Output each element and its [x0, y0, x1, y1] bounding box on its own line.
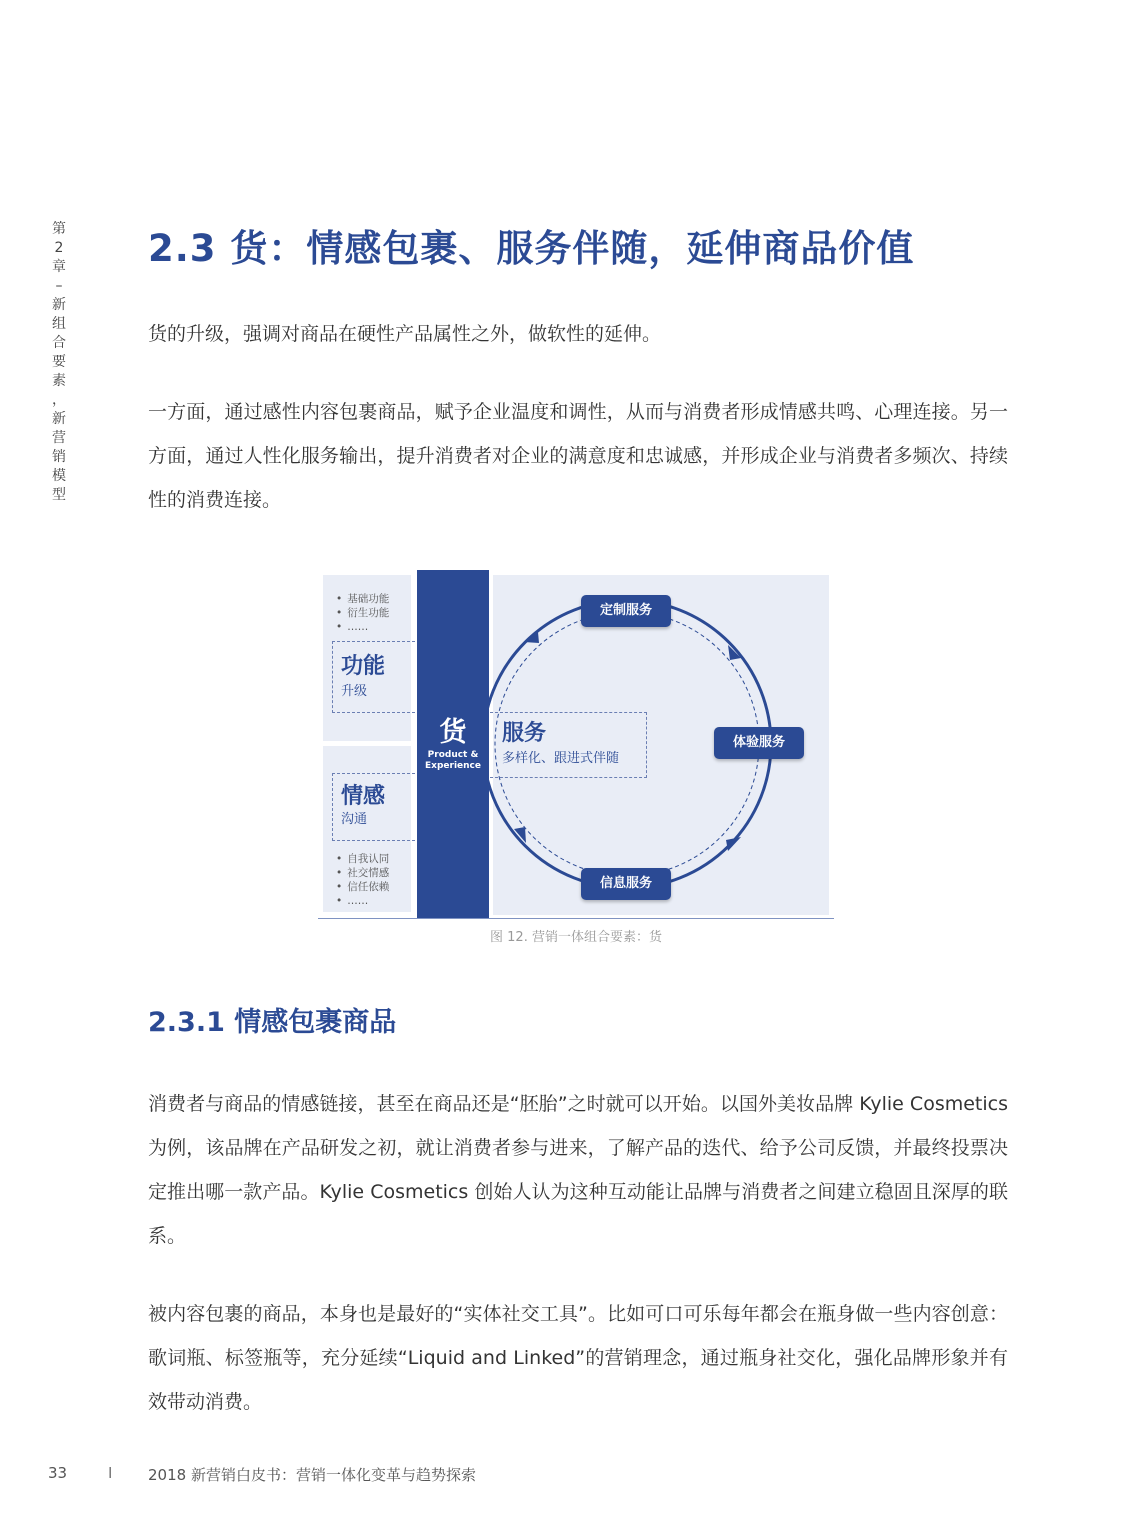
side-char: 素 [52, 373, 66, 389]
goods-subtitle-line: Product & [427, 750, 479, 760]
paragraph-four: 被内容包裹的商品，本身也是最好的“实体社交工具”。比如可口可乐每年都会在瓶身做一些内容创意：歌词瓶、标签瓶等，充分延续“Liquid and Linked”的营销理念，通过瓶身社交化，强化品牌形象并有效带动消费。 [148, 1303, 1008, 1413]
function-sub: 升级 [341, 684, 368, 699]
emotion-sub: 沟通 [341, 812, 368, 827]
emotion-label: 情感 [341, 784, 386, 809]
paragraph-two: 一方面，通过感性内容包裹商品，赋予企业温度和调性，从而与消费者形成情感共鸣、心理连接。另一方面，通过人性化服务输出，提升消费者对企业的满意度和忠诚感，并形成企业与消费者多频次、持续性的消费连接。 [148, 401, 1008, 511]
section-title: 2.3 货：情感包裹、服务伴随，延伸商品价值 [148, 227, 915, 270]
side-char: ， [52, 392, 66, 408]
goods-subtitle-line: Experience [425, 761, 481, 771]
experience-service-pill: 体验服务 [714, 727, 804, 759]
side-char: 销 [52, 449, 66, 465]
service-label: 服务 [502, 721, 547, 746]
function-label: 功能 [341, 654, 386, 679]
side-char: – [55, 278, 63, 294]
bullet-item: • 基础功能 [336, 592, 389, 606]
page-number: 33 [48, 1464, 68, 1482]
footer-book-title: 2018 新营销白皮书：营销一体化变革与趋势探索 [148, 1466, 476, 1484]
service-sub: 多样化、跟进式伴随 [502, 751, 620, 766]
subsection-title: 2.3.1 情感包裹商品 [148, 1007, 397, 1038]
footer-separator: I [108, 1464, 113, 1482]
bullet-item: • …… [336, 894, 389, 908]
side-char: 2 [54, 240, 64, 256]
arrow-icon [524, 632, 539, 643]
service-box [490, 712, 647, 778]
side-char: 章 [52, 259, 66, 275]
paragraph-three: 消费者与商品的情感链接，甚至在商品还是“胚胎”之时就可以开始。以国外美妆品牌 Kylie Cosmetics 为例，该品牌在产品研发之初，就让消费者参与进来，了解产品的迭代、给予公司反馈，并最终投票决定推出哪一款产品。Kylie Cosmetics 创始人认为这种互动能让品牌与消费者之间建立稳固且深厚的联系。 [148, 1093, 1008, 1247]
bullet-item: • 衍生功能 [336, 606, 389, 620]
goods-figure [318, 570, 834, 919]
goods-center-bar [417, 570, 489, 918]
side-char: 营 [52, 430, 66, 446]
side-char: 新 [52, 297, 66, 313]
side-chapter-label [48, 220, 70, 505]
goods-subtitle [417, 750, 489, 772]
side-char: 模 [52, 468, 66, 484]
side-char: 型 [52, 487, 66, 503]
figure-caption: 图 12. 营销一体组合要素：货 [490, 930, 662, 945]
custom-service-pill: 定制服务 [581, 595, 671, 627]
bullet-item: • 自我认同 [336, 852, 389, 866]
bullet-item: • 社交情感 [336, 866, 389, 880]
side-char: 第 [52, 221, 66, 237]
goods-title: 货 [439, 717, 467, 748]
info-service-pill: 信息服务 [581, 868, 671, 900]
side-char: 合 [52, 335, 66, 351]
side-char: 组 [52, 316, 66, 332]
side-char: 新 [52, 411, 66, 427]
intro-paragraph: 货的升级，强调对商品在硬性产品属性之外，做软性的延伸。 [148, 323, 662, 345]
bullet-item: • …… [336, 620, 389, 634]
bullet-item: • 信任依赖 [336, 880, 389, 894]
arrow-icon [726, 837, 741, 851]
side-char: 要 [52, 354, 66, 370]
